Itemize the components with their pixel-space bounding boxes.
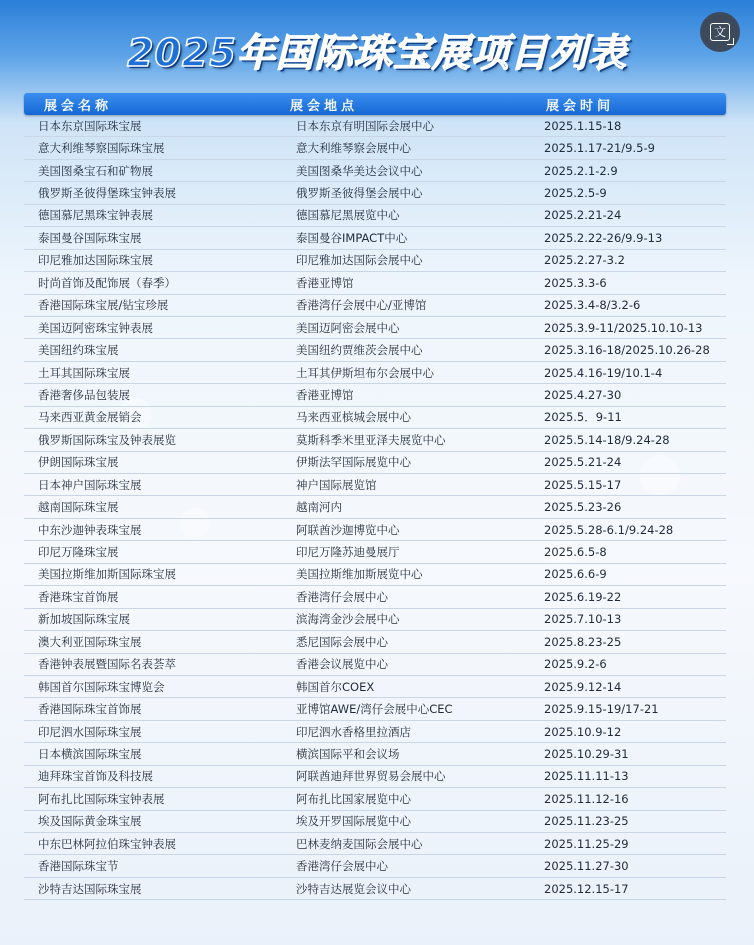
cell-name: 德国慕尼黑珠宝钟表展 [38, 208, 153, 223]
translate-icon: 文 [710, 23, 730, 41]
cell-location: 印尼雅加达国际会展中心 [296, 253, 423, 268]
cell-name: 新加坡国际珠宝展 [38, 612, 130, 627]
exhibition-table [24, 93, 726, 900]
cell-name: 时尚首饰及配饰展（春季） [38, 275, 176, 290]
cell-date: 2025.2.22-26/9.9-13 [544, 230, 663, 245]
cell-date: 2025.5.15-17 [544, 477, 622, 492]
cell-location: 神户国际展览馆 [296, 477, 377, 492]
cell-name: 香港珠宝首饰展 [38, 589, 119, 604]
cell-date: 2025.3.3-6 [544, 275, 607, 290]
table-row [24, 384, 726, 406]
cell-location: 越南河内 [296, 500, 342, 515]
cell-name: 迪拜珠宝首饰及科技展 [38, 769, 153, 784]
table-row [24, 766, 726, 788]
table-row [24, 182, 726, 204]
table-row [24, 698, 726, 720]
cell-date: 2025.7.10-13 [544, 612, 622, 627]
table-row [24, 676, 726, 698]
table-row [24, 586, 726, 608]
cell-date: 2025.2.1-2.9 [544, 163, 618, 178]
cell-location: 香港湾仔会展中心/亚博馆 [296, 298, 427, 313]
cell-location: 横滨国际平和会议场 [296, 746, 400, 761]
table-row [24, 362, 726, 384]
cell-name: 印尼泗水国际珠宝展 [38, 724, 142, 739]
cell-location: 意大利维琴察会展中心 [296, 141, 411, 156]
table-row [24, 317, 726, 339]
table-row [24, 654, 726, 676]
table-row [24, 519, 726, 541]
cell-date: 2025.9.12-14 [544, 679, 622, 694]
table-row [24, 541, 726, 563]
cell-location: 美国拉斯维加斯展览中心 [296, 567, 423, 582]
cell-location: 日本东京有明国际会展中心 [296, 118, 434, 133]
cell-location: 印尼万隆苏迪曼展厅 [296, 545, 400, 560]
cell-location: 马来西亚槟城会展中心 [296, 410, 411, 425]
table-body [24, 115, 726, 900]
table-row [24, 137, 726, 159]
cell-date: 2025.5.14-18/9.24-28 [544, 432, 670, 447]
cell-date: 2025.2.5-9 [544, 186, 607, 201]
cell-date: 2025.11.27-30 [544, 859, 629, 874]
table-row [24, 878, 726, 900]
cell-date: 2025.10.9-12 [544, 724, 622, 739]
table-row [24, 721, 726, 743]
cell-date: 2025.10.29-31 [544, 746, 629, 761]
cell-name: 美国迈阿密珠宝钟表展 [38, 320, 153, 335]
cell-location: 美国图桑华美达会议中心 [296, 163, 423, 178]
cell-name: 香港国际珠宝节 [38, 859, 119, 874]
cell-name: 中东巴林阿拉伯珠宝钟表展 [38, 836, 176, 851]
cell-location: 德国慕尼黑展览中心 [296, 208, 400, 223]
cell-date: 2025.5．9-11 [544, 410, 622, 425]
cell-location: 香港湾仔会展中心 [296, 859, 388, 874]
table-row [24, 295, 726, 317]
cell-location: 莫斯科季米里亚泽夫展览中心 [296, 432, 446, 447]
cell-location: 沙特吉达展览会议中心 [296, 881, 411, 896]
cell-location: 阿联酋迪拜世界贸易会展中心 [296, 769, 446, 784]
cell-date: 2025.2.21-24 [544, 208, 622, 223]
table-row [24, 609, 726, 631]
cell-date: 2025.6.19-22 [544, 589, 622, 604]
cell-date: 2025.4.16-19/10.1-4 [544, 365, 663, 380]
table-row [24, 833, 726, 855]
cell-name: 意大利维琴察国际珠宝展 [38, 141, 165, 156]
cell-name: 香港国际珠宝展/钻宝珍展 [38, 298, 169, 313]
cell-name: 香港奢侈品包装展 [38, 387, 130, 402]
cell-location: 香港会议展览中心 [296, 657, 388, 672]
header-date: 展会时间 [546, 98, 615, 114]
cell-date: 2025.11.12-16 [544, 791, 629, 806]
table-row [24, 227, 726, 249]
cell-name: 日本东京国际珠宝展 [38, 118, 142, 133]
cell-name: 日本神户国际珠宝展 [38, 477, 142, 492]
cell-date: 2025.11.25-29 [544, 836, 629, 851]
cell-name: 美国图桑宝石和矿物展 [38, 163, 153, 178]
cell-location: 香港湾仔会展中心 [296, 589, 388, 604]
cell-date: 2025.3.4-8/3.2-6 [544, 298, 641, 313]
cell-location: 印尼泗水香格里拉酒店 [296, 724, 411, 739]
cell-name: 香港钟表展暨国际名表荟萃 [38, 657, 176, 672]
cell-location: 韩国首尔COEX [296, 679, 375, 694]
cell-name: 马来西亚黄金展销会 [38, 410, 142, 425]
cell-location: 美国纽约贾维茨会展中心 [296, 343, 423, 358]
page-title: 2025年国际珠宝展项目列表 [127, 31, 627, 75]
cell-location: 伊斯法罕国际展览中心 [296, 455, 411, 470]
cell-location: 阿布扎比国家展览中心 [296, 791, 411, 806]
cell-date: 2025.9.15-19/17-21 [544, 702, 659, 717]
cell-name: 阿布扎比国际珠宝钟表展 [38, 791, 165, 806]
cell-date: 2025.3.9-11/2025.10.10-13 [544, 320, 703, 335]
cell-date: 2025.9.2-6 [544, 657, 607, 672]
header-location: 展会地点 [290, 98, 359, 114]
table-row [24, 564, 726, 586]
cell-location: 香港亚博馆 [296, 275, 354, 290]
table-row [24, 811, 726, 833]
cell-location: 埃及开罗国际展览中心 [296, 814, 411, 829]
cell-name: 澳大利亚国际珠宝展 [38, 634, 142, 649]
cell-date: 2025.5.28-6.1/9.24-28 [544, 522, 674, 537]
cell-name: 中东沙迦钟表珠宝展 [38, 522, 142, 537]
cell-date: 2025.11.23-25 [544, 814, 629, 829]
table-row [24, 788, 726, 810]
cell-location: 阿联酋沙迦博览中心 [296, 522, 400, 537]
cell-name: 沙特吉达国际珠宝展 [38, 881, 142, 896]
table-row [24, 452, 726, 474]
translate-button[interactable] [700, 12, 740, 52]
cell-date: 2025.1.17-21/9.5-9 [544, 141, 655, 156]
cell-name: 俄罗斯圣彼得堡珠宝钟表展 [38, 186, 176, 201]
table-row [24, 339, 726, 361]
cell-location: 俄罗斯圣彼得堡会展中心 [296, 186, 423, 201]
cell-date: 2025.11.11-13 [544, 769, 629, 784]
table-row [24, 474, 726, 496]
cell-name: 土耳其国际珠宝展 [38, 365, 130, 380]
cell-location: 美国迈阿密会展中心 [296, 320, 400, 335]
cell-location: 泰国曼谷IMPACT中心 [296, 230, 408, 245]
table-row [24, 429, 726, 451]
cell-location: 悉尼国际会展中心 [296, 634, 388, 649]
cell-date: 2025.3.16-18/2025.10.26-28 [544, 343, 710, 358]
cell-name: 俄罗斯国际珠宝及钟表展览 [38, 432, 176, 447]
cell-date: 2025.12.15-17 [544, 881, 629, 896]
table-header [24, 93, 726, 115]
cell-name: 印尼万隆珠宝展 [38, 545, 119, 560]
cell-name: 韩国首尔国际珠宝博览会 [38, 679, 165, 694]
cell-location: 亚博馆AWE/湾仔会展中心CEC [296, 702, 453, 717]
cell-date: 2025.2.27-3.2 [544, 253, 625, 268]
cell-location: 土耳其伊斯坦布尔会展中心 [296, 365, 434, 380]
cell-name: 越南国际珠宝展 [38, 500, 119, 515]
table-row [24, 855, 726, 877]
cell-name: 埃及国际黄金珠宝展 [38, 814, 142, 829]
cell-location: 香港亚博馆 [296, 387, 354, 402]
table-row [24, 496, 726, 518]
cell-date: 2025.6.5-8 [544, 545, 607, 560]
cell-date: 2025.5.23-26 [544, 500, 622, 515]
cell-name: 美国拉斯维加斯国际珠宝展 [38, 567, 176, 582]
table-row [24, 272, 726, 294]
table-row [24, 631, 726, 653]
cell-date: 2025.1.15-18 [544, 118, 622, 133]
cell-date: 2025.8.23-25 [544, 634, 622, 649]
table-row [24, 250, 726, 272]
cell-date: 2025.6.6-9 [544, 567, 607, 582]
header-name: 展会名称 [44, 98, 113, 114]
table-row [24, 407, 726, 429]
table-row [24, 205, 726, 227]
cell-date: 2025.4.27-30 [544, 387, 622, 402]
cell-name: 美国纽约珠宝展 [38, 343, 119, 358]
table-row [24, 115, 726, 137]
cell-name: 印尼雅加达国际珠宝展 [38, 253, 153, 268]
cell-name: 伊朗国际珠宝展 [38, 455, 119, 470]
cell-location: 滨海湾金沙会展中心 [296, 612, 400, 627]
cell-name: 泰国曼谷国际珠宝展 [38, 230, 142, 245]
table-row [24, 160, 726, 182]
cell-name: 香港国际珠宝首饰展 [38, 702, 142, 717]
cell-date: 2025.5.21-24 [544, 455, 622, 470]
cell-name: 日本横滨国际珠宝展 [38, 746, 142, 761]
cell-location: 巴林麦纳麦国际会展中心 [296, 836, 423, 851]
table-row [24, 743, 726, 765]
